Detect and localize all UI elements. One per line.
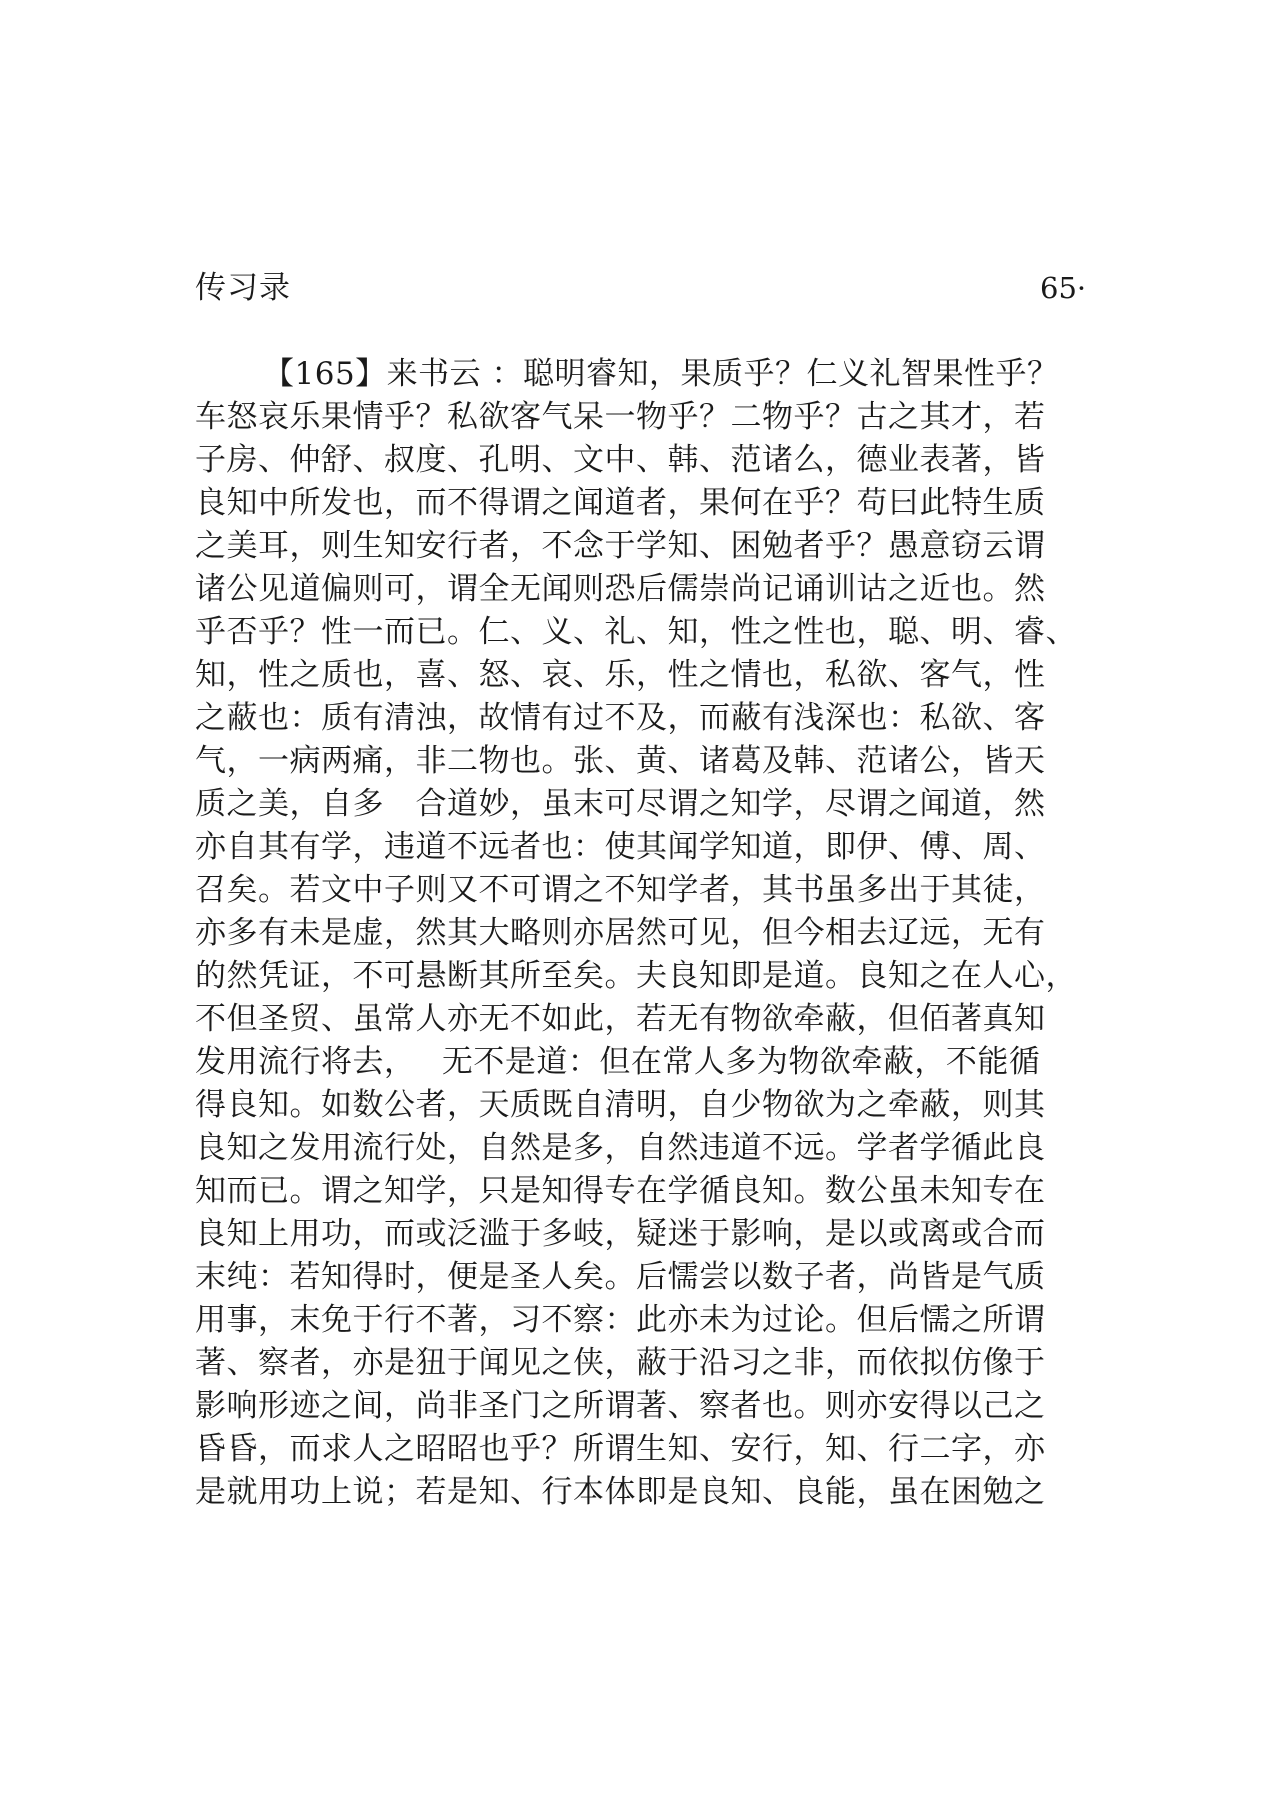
text-line: 知而已。谓之知学，只是知得专在学循良知。数公虽未知专在 — [195, 1173, 1046, 1209]
text-line: 亦自其有学，违道不远者也：使其闻学知道，即伊、傅、周、 — [195, 829, 1046, 865]
text-line: 诸公见道偏则可，谓全无闻则恐后儒崇尚记诵训诂之近也。然 — [195, 571, 1046, 607]
text-line: 质之美，自多 合道妙，虽末可尽谓之知学，尽谓之闻道，然 — [195, 786, 1046, 822]
text-line: 之美耳，则生知安行者，不念于学知、困勉者乎？愚意窃云谓 — [195, 528, 1046, 564]
text-line: 子房、仲舒、叔度、孔明、文中、韩、范诸么，德业表著，皆 — [195, 442, 1046, 478]
text-line: 的然凭证，不可悬断其所至矣。夫良知即是道。良知之在人心， — [195, 958, 1077, 994]
page-number: 65· — [1040, 271, 1087, 305]
text-line: 召矣。若文中子则又不可谓之不知学者，其书虽多出于其徒， — [195, 872, 1046, 908]
text-line: 发用流行将去， 无不是道：但在常人多为物欲牵蔽，不能循 — [195, 1044, 1041, 1080]
text-line: 知，性之质也，喜、怒、哀、乐，性之情也，私欲、客气，性 — [195, 657, 1046, 693]
text-line: 用事，末免于行不著，习不察：此亦未为过论。但后懦之所谓 — [195, 1302, 1046, 1338]
text-line: 亦多有未是虚，然其大略则亦居然可见，但今相去辽远，无有 — [195, 915, 1046, 951]
text-line: 良知之发用流行处，自然是多，自然违道不远。学者学循此良 — [195, 1130, 1046, 1166]
text-line: 昏昏，而求人之昭昭也乎？所谓生知、安行，知、行二字，亦 — [195, 1431, 1046, 1467]
text-line: 著、察者，亦是狃于闻见之侠，蔽于沿习之非，而依拟仿像于 — [195, 1345, 1046, 1381]
text-line: 良知上用功，而或泛滥于多岐，疑迷于影响，是以或离或合而 — [195, 1216, 1046, 1252]
running-head-title: 传习录 — [195, 270, 291, 306]
text-line: 末纯：若知得时，便是圣人矣。后懦尝以数子者，尚皆是气质 — [195, 1259, 1046, 1295]
text-line: 得良知。如数公者，天质既自清明，自少物欲为之牵蔽，则其 — [195, 1087, 1046, 1123]
text-line: 之蔽也：质有清浊，故情有过不及，而蔽有浅深也：私欲、客 — [195, 700, 1046, 736]
text-line: 影响形迹之间，尚非圣门之所谓著、察者也。则亦安得以己之 — [195, 1388, 1046, 1424]
text-line: 车怒哀乐果情乎？私欲客气呆一物乎？二物乎？古之其才，若 — [195, 399, 1046, 435]
text-line: 不但圣贸、虽常人亦无不如此，若无有物欲牵蔽，但佰著真知 — [195, 1001, 1046, 1037]
text-line: 气，一病两痛，非二物也。张、黄、诸葛及韩、范诸公，皆天 — [195, 743, 1046, 779]
text-line: 良知中所发也，而不得谓之闻道者，果何在乎？苟曰此特生质 — [195, 485, 1046, 521]
text-line: 乎否乎？性一而已。仁、义、礼、知，性之性也，聪、明、睿、 — [195, 614, 1077, 650]
text-line: 【165】来书云 ：聪明睿知，果质乎？仁义礼智果性乎？ — [263, 356, 1059, 392]
body-text — [195, 353, 1115, 1514]
text-line: 是就用功上说；若是知、行本体即是良知、良能，虽在困勉之 — [195, 1474, 1046, 1510]
